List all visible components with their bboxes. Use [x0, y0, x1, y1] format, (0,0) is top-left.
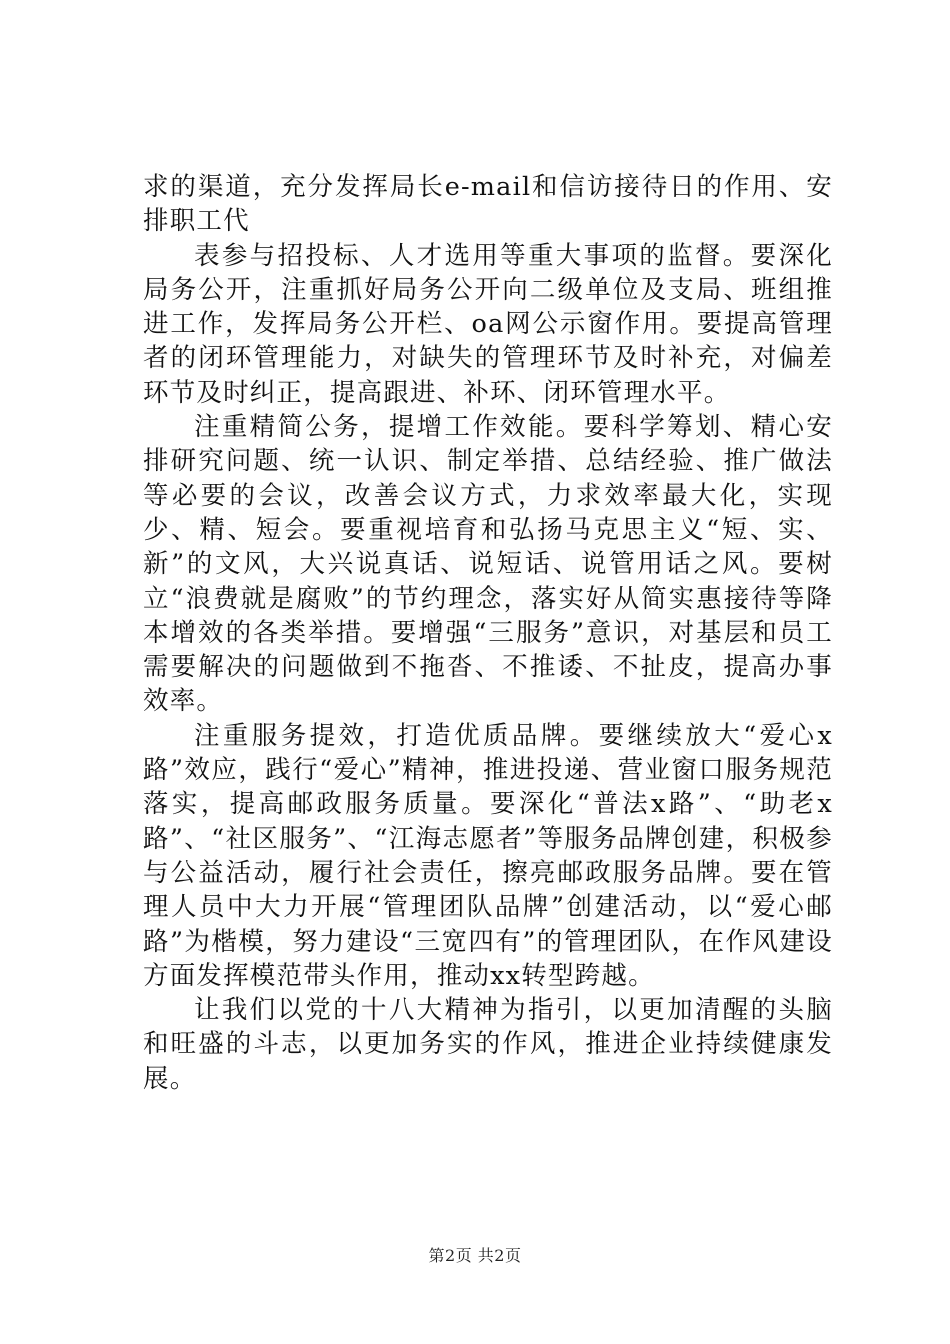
paragraph-supervision: 表参与招投标、人才选用等重大事项的监督。要深化局务公开，注重抓好局务公开向二级单位及支局、班组推进工作，发挥局务公开栏、oa网公示窗作用。要提高管理者的闭环管理能力，对缺失的管理环节及时补充，对偏差环节及时纠正，提高跟进、补环、闭环管理水平。	[143, 240, 833, 408]
paragraph-service-brand: 注重服务提效，打造优质品牌。要继续放大“爱心x路”效应，践行“爱心”精神，推进投递、营业窗口服务规范落实，提高邮政服务质量。要深化“普法x路”、“助老x路”、“社区服务”、“江海志愿者”等服务品牌创建，积极参与公益活动，履行社会责任，擦亮邮政服务品牌。要在管理人员中大力开展“管理团队品牌”创建活动，以“爱心邮路”为楷模，努力建设“三宽四有”的管理团队，在作风建设方面发挥模范带头作用，推动xx转型跨越。	[143, 720, 833, 991]
paragraph-continuation: 求的渠道，充分发挥局长e-mail和信访接待日的作用、安排职工代	[143, 172, 833, 237]
paragraph-efficiency: 注重精简公务，提增工作效能。要科学筹划、精心安排研究问题、统一认识、制定举措、总结经验、推广做法等必要的会议，改善会议方式，力求效率最大化，实现少、精、短会。要重视培育和弘扬马克思主义“短、实、新”的文风，大兴说真话、说短话、说管用话之风。要树立“浪费就是腐败”的节约理念，落实好从简实惠接待等降本增效的各类举措。要增强“三服务”意识，对基层和员工需要解决的问题做到不拖沓、不推诿、不扯皮，提高办事效率。	[143, 412, 833, 717]
paragraph-conclusion: 让我们以党的十八大精神为指引，以更加清醒的头脑和旺盛的斗志，以更加务实的作风，推进企业持续健康发展。	[143, 995, 833, 1094]
document-body	[143, 170, 833, 1096]
page-number-footer: 第2页 共2页	[428, 1246, 522, 1265]
